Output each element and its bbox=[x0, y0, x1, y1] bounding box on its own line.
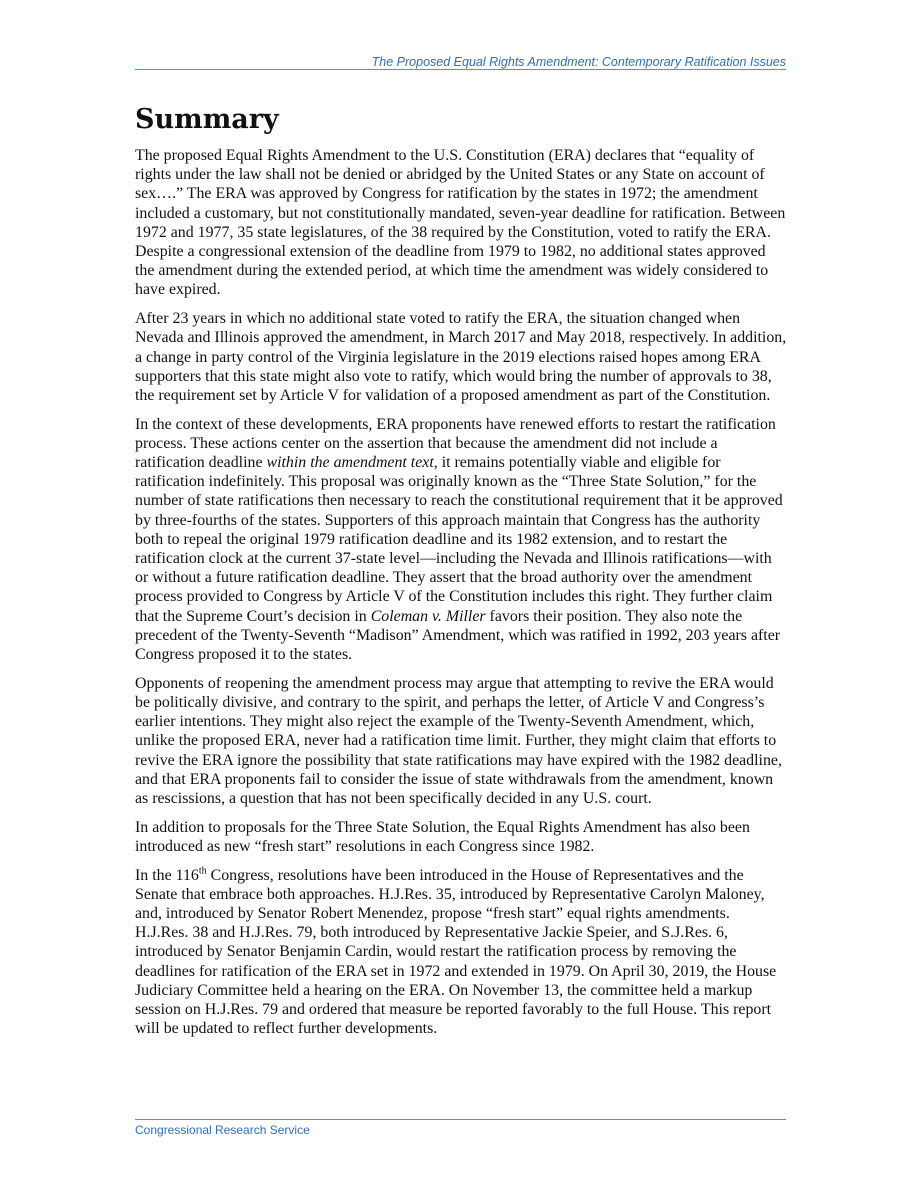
paragraph-5: In addition to proposals for the Three State Solution, the Equal Rights Amendment has also been introduced as new “fresh start” resolutions in each Congress since 1982. bbox=[135, 818, 750, 855]
paragraph-3 bbox=[135, 415, 787, 665]
footer-publisher: Congressional Research Service bbox=[135, 1123, 310, 1137]
paragraph-6-part-a: In the 116 bbox=[135, 866, 199, 884]
paragraph-1: The proposed Equal Rights Amendment to the U.S. Constitution (ERA) declares that “equality of rights under the law shall not be denied or abridged by the United States or any State on account of sex….” The ERA was approved by Congress for ratification by the states in 1972; the amendment included a customary, but not constitutionally mandated, seven-year deadline for ratification. Between 1972 and 1977, 35 state legislatures, of the 38 required by the Constitution, voted to ratify the ERA. Despite a congressional extension of the deadline from 1979 to 1982, no additional states approved the amendment during the extended period, at which time the amendment was widely considered to have expired. bbox=[135, 147, 786, 299]
paragraph-4: Opponents of reopening the amendment process may argue that attempting to revive the ERA would be politically divisive, and contrary to the spirit, and perhaps the letter, of Article V and Congress’s earlier intentions. They might also reject the example of the Twenty-Seventh Amendment, which, unlike the proposed ERA, never had a ratification time limit. Further, they might claim that efforts to revive the ERA ignore the possibility that state ratifications may have expired with the 1982 deadline, and that ERA proponents fail to consider the issue of state withdrawals from the amendment, known as rescissions, a question that has not been specifically decided in any U.S. court. bbox=[135, 674, 782, 807]
paragraph-2: After 23 years in which no additional state voted to ratify the ERA, the situation changed when Nevada and Illinois approved the amendment, in March 2017 and May 2018, respectively. In addition, a change in party control of the Virginia legislature in the 2019 elections raised hopes among ERA supporters that this state might also vote to ratify, which would bring the number of approvals to 38, the requirement set by Article V for validation of a proposed amendment as part of the Constitution. bbox=[135, 310, 787, 404]
paragraph-3-part-a: In the context of these developments, ERA proponents have renewed efforts to restart the ratification process. These actions center on the assertion that because the amendment did not include a ratification deadline bbox=[135, 415, 776, 472]
running-header: The Proposed Equal Rights Amendment: Contemporary Ratification Issues bbox=[371, 55, 786, 69]
paragraph-3-part-b: , it remains potentially viable and eligible for ratification indefinitely. This proposal was originally known as the “Three State Solution,” for the number of state ratifications then necessary to reach the constitutional requirement that it be approved by three-fourths of the states. Supporters of this approach maintain that Congress has the authority both to repeal the original 1979 ratification deadline and its 1982 extension, and to restart the ratification clock at the current 37-state level—including the Nevada and Illinois ratifications—with or without a future ratification deadline. They assert that the broad authority over the amendment process provided to Congress by Article V of the Constitution includes this right. They further claim that the Supreme Court’s decision in bbox=[135, 454, 783, 625]
paragraph-6-part-b: Congress, resolutions have been introduced in the House of Representatives and the Senate that embrace both approaches. H.J.Res. 35, introduced by Representative Carolyn Maloney, and, introduced by Senator Robert Menendez, propose “fresh start” equal rights amendments. H.J.Res. 38 and H.J.Res. 79, both introduced by Representative Jackie Speier, and S.J.Res. 6, introduced by Senator Benjamin Cardin, would restart the ratification process by removing the deadlines for ratification of the ERA set in 1972 and extended in 1979. On April 30, 2019, the House Judiciary Committee held a hearing on the ERA. On November 13, the committee held a markup session on H.J.Res. 79 and ordered that measure be reported favorably to the full House. This report will be updated to reflect further developments. bbox=[135, 866, 777, 1038]
paragraph-6 bbox=[135, 866, 787, 1039]
paragraph-3-part-c: favors their position. They also note the precedent of the Twenty-Seventh “Madison” Amendment, which was ratified in 1992, 203 years after Congress proposed it to the states. bbox=[135, 607, 781, 664]
case-citation: Coleman v. Miller bbox=[370, 607, 486, 625]
emphasis-amendment-text: within the amendment text bbox=[266, 454, 434, 472]
section-title: Summary bbox=[135, 104, 279, 135]
ordinal-suffix: th bbox=[198, 865, 207, 877]
header-rule bbox=[135, 69, 786, 70]
footer-rule bbox=[135, 1119, 786, 1120]
summary-section bbox=[135, 102, 787, 1048]
